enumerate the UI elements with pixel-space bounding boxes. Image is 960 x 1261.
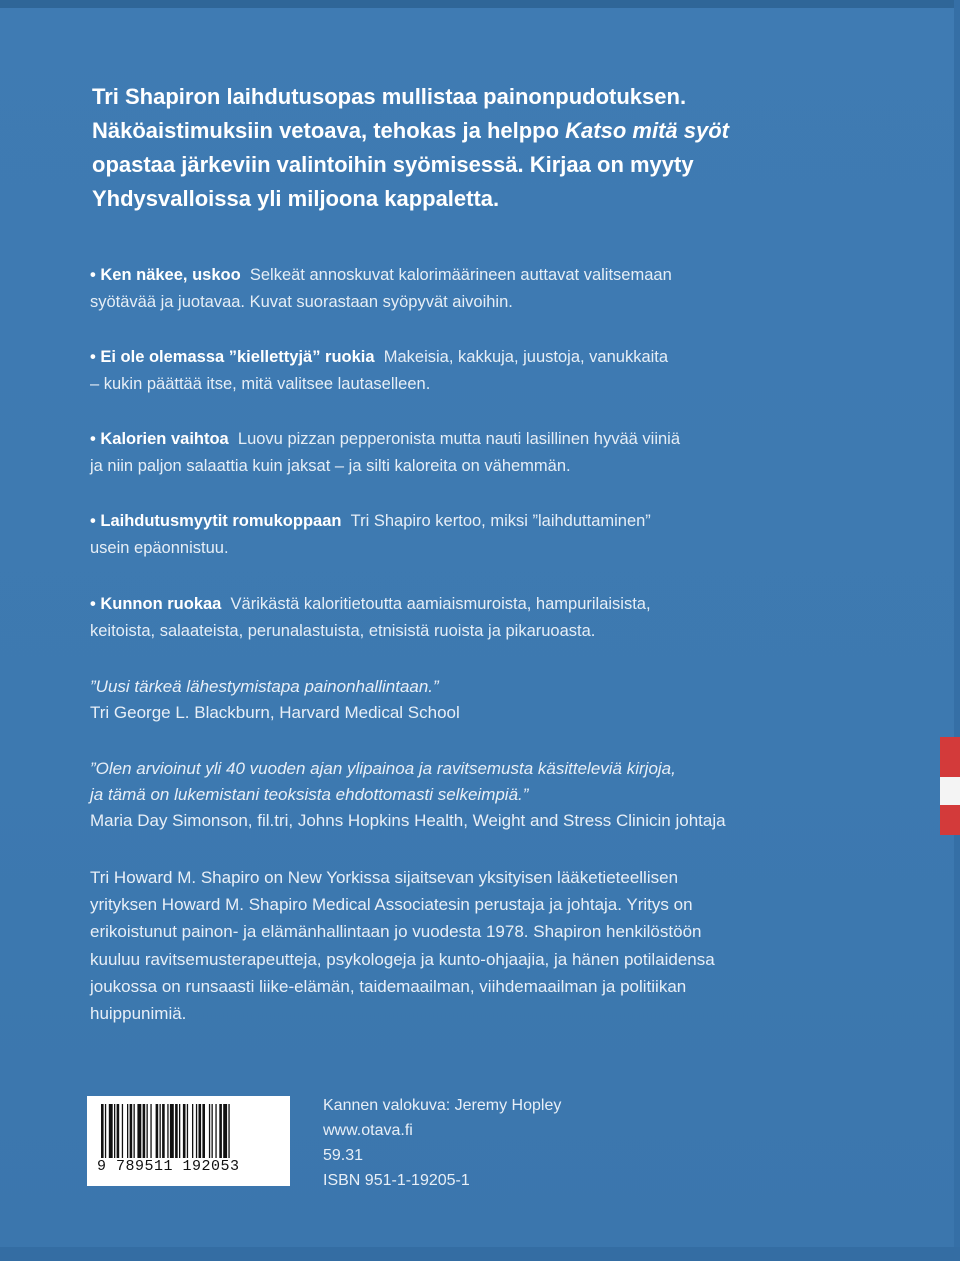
bio-line: kuuluu ravitsemusterapeutteja, psykologeja ja kunto-ohjaajia, ja hänen potilaidensa <box>90 949 715 969</box>
spine-stripe-red <box>940 737 960 777</box>
feature-text: ja niin paljon salaattia kuin jaksat – ja silti kaloreita on vähemmän. <box>90 457 571 475</box>
isbn-number: ISBN 951-1-19205-1 <box>323 1172 470 1189</box>
feature-bullet <box>90 591 810 645</box>
intro-line-2-text: Näköaistimuksiin vetoava, tehokas ja helppo <box>92 118 566 143</box>
feature-text: Värikästä kaloritietoutta aamiaismuroista, hampurilaisista, <box>230 595 651 613</box>
feature-heading: • Kalorien vaihtoa <box>90 430 229 448</box>
feature-text: Makeisia, kakkuja, juustoja, vanukkaita <box>383 348 669 366</box>
review-quote <box>90 756 810 834</box>
feature-text: Luovu pizzan pepperonista mutta nauti lasillinen hyvää viiniä <box>237 430 681 448</box>
bio-line: huippunimiä. <box>90 1004 187 1024</box>
feature-text: Tri Shapiro kertoo, miksi ”laihduttaminen” <box>350 512 651 530</box>
isbn-barcode <box>87 1096 290 1186</box>
feature-bullet <box>90 344 810 398</box>
feature-text: syötävää ja juotavaa. Kuvat suorastaan syöpyvät aivoihin. <box>90 293 513 311</box>
feature-bullet <box>90 426 810 480</box>
feature-bullet <box>90 262 810 316</box>
class-code: 59.31 <box>323 1147 364 1164</box>
bio-line: Tri Howard M. Shapiro on New Yorkissa sijaitsevan yksityisen lääketieteellisen <box>90 868 679 887</box>
feature-bullet <box>90 508 810 562</box>
intro-line-4: Yhdysvalloissa yli miljoona kappaletta. <box>92 186 500 211</box>
publisher-website: www.otava.fi <box>323 1122 413 1139</box>
feature-heading: • Ei ole olemassa ”kiellettyjä” ruokia <box>90 348 375 366</box>
bio-line: joukossa on runsaasti liike-elämän, taidemaailman, viihdemaailman ja politiikan <box>90 976 687 996</box>
feature-heading: • Ken näkee, uskoo <box>90 266 241 284</box>
cover-edge-top <box>0 0 960 8</box>
review-quote <box>90 674 810 726</box>
feature-text: – kukin päättää itse, mitä valitsee lautaselleen. <box>90 375 431 393</box>
intro-blurb <box>92 80 792 216</box>
spine-stripe-red <box>940 805 960 835</box>
quote-text: ja tämä on lukemistani teoksista ehdottomasti selkeimpiä.” <box>90 785 529 804</box>
feature-heading: • Kunnon ruokaa <box>90 595 222 613</box>
cover-edge-right <box>954 0 960 1261</box>
feature-heading: • Laihdutusmyytit romukoppaan <box>90 512 342 530</box>
feature-text: usein epäonnistuu. <box>90 539 229 557</box>
spine-stripe-white <box>940 777 960 805</box>
intro-line-3: opastaa järkeviin valintoihin syömisessä. Kirjaa on myyty <box>92 152 694 177</box>
barcode-bars <box>97 1104 280 1158</box>
photo-credit: Kannen valokuva: Jeremy Hopley <box>323 1097 562 1114</box>
quote-author: Maria Day Simonson, fil.tri, Johns Hopkins Health, Weight and Stress Clinicin johtaja <box>90 811 726 830</box>
quote-text: ”Uusi tärkeä lähestymistapa painonhallintaan.” <box>90 677 439 696</box>
barcode-digits: 9 789511 192053 <box>97 1158 240 1175</box>
book-title: Katso mitä syöt <box>565 118 729 143</box>
publisher-info <box>323 1093 623 1193</box>
author-bio <box>90 864 790 1027</box>
feature-text: keitoista, salaateista, perunalastuista, etnisistä ruoista ja pikaruoasta. <box>90 622 596 640</box>
bio-line: yrityksen Howard M. Shapiro Medical Associatesin perustaja ja johtaja. Yritys on <box>90 895 693 915</box>
cover-edge-bottom <box>0 1247 960 1261</box>
intro-line-1: Tri Shapiron laihdutusopas mullistaa painonpudotuksen. <box>92 84 687 109</box>
bio-line: erikoistunut painon- ja elämänhallintaan jo vuodesta 1978. Shapiron henkilöstöön <box>90 922 702 942</box>
quote-author: Tri George L. Blackburn, Harvard Medical School <box>90 703 460 722</box>
quote-text: ”Olen arvioinut yli 40 vuoden ajan ylipainoa ja ravitsemusta käsitteleviä kirjoja, <box>90 759 676 778</box>
intro-line-2 <box>92 114 792 148</box>
feature-text: Selkeät annoskuvat kalorimäärineen auttavat valitsemaan <box>249 266 672 284</box>
